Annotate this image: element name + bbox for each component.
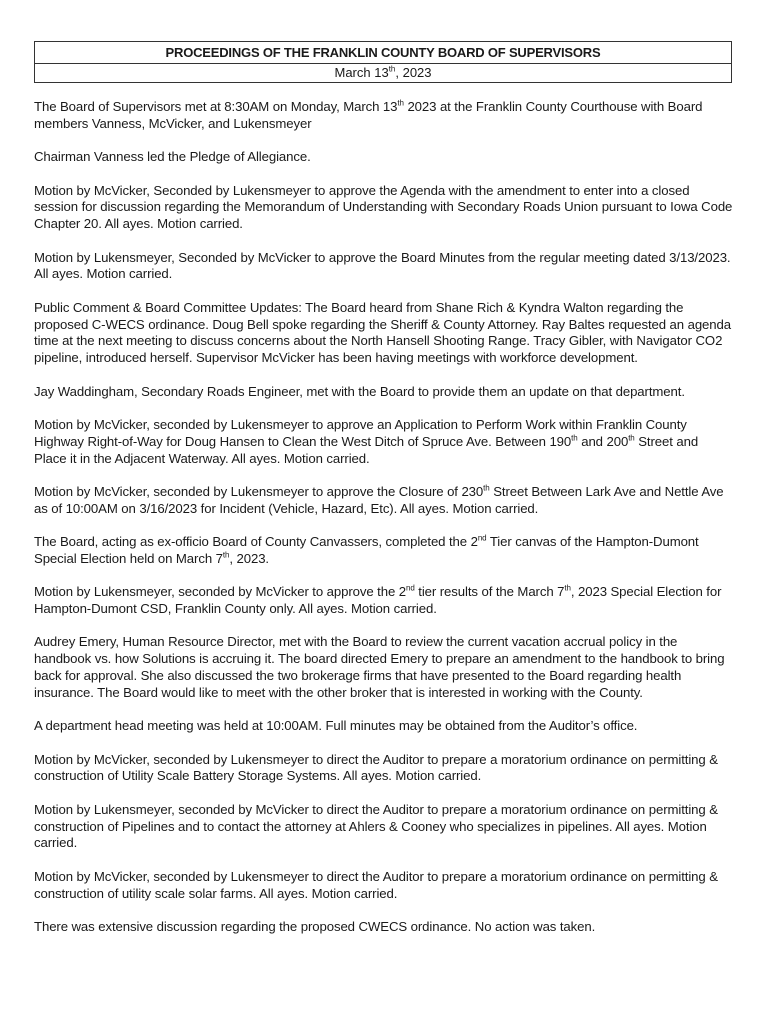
document-title: PROCEEDINGS OF THE FRANKLIN COUNTY BOARD OF SUPERVISORS	[35, 42, 731, 64]
paragraph-road-closure-motion: Motion by McVicker, seconded by Lukensmeyer to approve the Closure of 230th Street Between Lark Ave and Nettle Ave as of 10:00AM on 3/16/2023 for Incident (Vehicle, Hazard, Etc). All ayes. Motion carried.	[34, 483, 724, 516]
date-text: March 13	[334, 65, 389, 80]
paragraph-public-comment: Public Comment & Board Committee Updates: The Board heard from Shane Rich & Kyndra Walton regarding the proposed C-WECS ordinance. Doug Bell spoke regarding the Sheriff & County Attorney. Ray Baltes requested an agenda time at the next meeting to discuss concerns about the North Hansell Shooting Range. Tracy Gibler, with Navigator CO2 pipeline, introduced herself. Supervisor McVicker has been having meetings with workforce development.	[34, 299, 731, 366]
minutes-body	[34, 99, 734, 952]
paragraph-cwecs-discussion: There was extensive discussion regarding the proposed CWECS ordinance. No action was taken.	[34, 919, 596, 934]
paragraph-department-head-meeting: A department head meeting was held at 10:00AM. Full minutes may be obtained from the Auditor’s office.	[34, 718, 638, 734]
paragraph-pledge: Chairman Vanness led the Pledge of Allegiance.	[34, 149, 311, 165]
document-date	[35, 64, 731, 82]
paragraph-agenda-motion: Motion by McVicker, Seconded by Lukensmeyer to approve the Agenda with the amendment to enter into a closed session for discussion regarding the Memorandum of Understanding with Secondary Roads Union pursuant to Iowa Code Chapter 20. All ayes. Motion carried.	[34, 182, 733, 232]
date-year: , 2023	[395, 65, 432, 80]
paragraph-human-resources: Audrey Emery, Human Resource Director, met with the Board to review the current vacation accrual policy in the handbook vs. how Solutions is accruing it. The board directed Emery to prepare an amendment to the handbook to bring back for approval. She also discussed the two brokerage firms that have presented to the Board regarding health insurance. The Board would like to meet with the other broker that is interested in working with the County.	[34, 634, 725, 700]
paragraph-canvass: The Board, acting as ex-officio Board of County Canvassers, completed the 2nd Tier canvas of the Hampton-Dumont Special Election held on March 7th, 2023.	[34, 533, 699, 566]
paragraph-minutes-motion: Motion by Lukensmeyer, Seconded by McVicker to approve the Board Minutes from the regular meeting dated 3/13/2023. All ayes. Motion carried.	[34, 249, 731, 282]
paragraph-battery-storage-motion: Motion by McVicker, seconded by Lukensmeyer to direct the Auditor to prepare a moratorium ordinance on permitting & construction of Utility Scale Battery Storage Systems. All ayes. Motion carried.	[34, 751, 718, 784]
paragraph-secondary-roads: Jay Waddingham, Secondary Roads Engineer, met with the Board to provide them an update on that department.	[34, 383, 685, 399]
date-ordinal: th	[388, 64, 396, 74]
paragraph-solar-farms-motion: Motion by McVicker, seconded by Lukensmeyer to direct the Auditor to prepare a moratorium ordinance on permitting & construction of utility scale solar farms. All ayes. Motion carried.	[34, 868, 718, 901]
paragraph-pipelines-motion: Motion by Lukensmeyer, seconded by McVicker to direct the Auditor to prepare a moratorium ordinance on permitting & construction of Pipelines and to contact the attorney at Ahlers & Cooney who specializes in pipelines. All ayes. Motion carried.	[34, 801, 718, 851]
paragraph-election-motion: Motion by Lukensmeyer, seconded by McVicker to approve the 2nd tier results of the March 7th, 2023 Special Election for Hampton-Dumont CSD, Franklin County only. All ayes. Motion carried.	[34, 583, 722, 617]
header-box	[34, 41, 732, 83]
paragraph-right-of-way-motion: Motion by McVicker, seconded by Lukensmeyer to approve an Application to Perform Work within Franklin County Highway Right-of-Way for Doug Hansen to Clean the West Ditch of Spruce Ave. Between 190th and 200th Street and Place it in the Adjacent Waterway. All ayes. Motion carried.	[34, 416, 699, 466]
paragraph-meeting-opened: The Board of Supervisors met at 8:30AM on Monday, March 13th 2023 at the Franklin County Courthouse with Board members Vanness, McVicker, and Lukensmeyer	[34, 98, 703, 131]
